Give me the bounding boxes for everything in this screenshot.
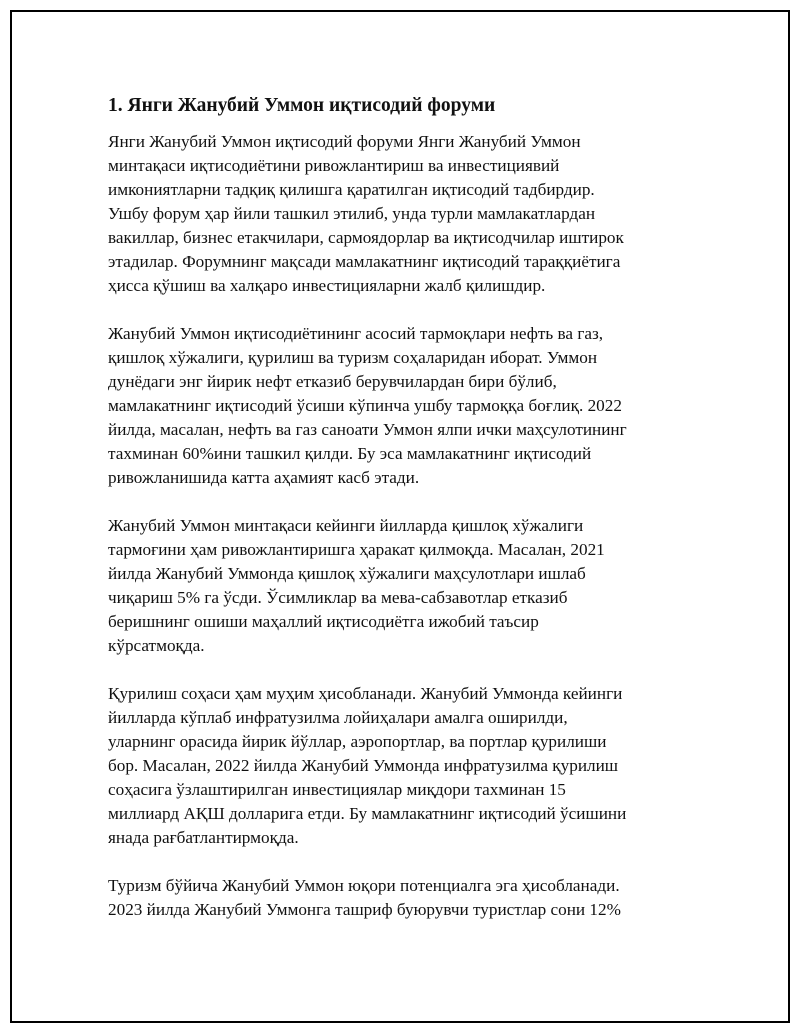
paragraph-line: Жанубий Уммон иқтисодиётининг асосий тармоқлари нефть ва газ, — [108, 324, 604, 343]
paragraph-line: дунёдаги энг йирик нефт етказиб берувчилардан бири бўлиб, — [108, 372, 557, 391]
section-heading: 1. Янги Жанубий Уммон иқтисодий форуми — [108, 95, 496, 116]
paragraph-line: имкониятларни тадқиқ қилишга қаратилган иқтисодий тадбирдир. — [108, 180, 595, 199]
paragraph-line: йилда, масалан, нефть ва газ саноати Уммон ялпи ички маҳсулотининг — [108, 420, 627, 439]
paragraph-line: Ушбу форум ҳар йили ташкил этилиб, унда турли мамлакатлардан — [108, 204, 596, 223]
paragraph-line: мамлакатнинг иқтисодий ўсиши кўпинча ушбу тармоққа боғлиқ. 2022 — [108, 396, 622, 415]
paragraph — [108, 874, 678, 922]
paragraph-line: миллиард АҚШ долларига етди. Бу мамлакатнинг иқтисодий ўсишини — [108, 804, 627, 823]
paragraph-line: тахминан 60%ини ташкил қилди. Бу эса мамлакатнинг иқтисодий — [108, 444, 592, 463]
paragraph-line: бор. Масалан, 2022 йилда Жанубий Уммонда инфратузилма қурилиш — [108, 756, 619, 775]
paragraph-line: уларнинг орасида йирик йўллар, аэропортлар, ва портлар қурилиши — [108, 732, 607, 751]
paragraph-line: Жанубий Уммон минтақаси кейинги йилларда қишлоқ хўжалиги — [108, 516, 584, 535]
paragraph-line: 2023 йилда Жанубий Уммонга ташриф буюрувчи туристлар сони 12% — [108, 900, 621, 919]
paragraph-line: Янги Жанубий Уммон иқтисодий форуми Янги Жанубий Уммон — [108, 132, 581, 151]
paragraph-line: соҳасига ўзлаштирилган инвестициялар миқдори тахминан 15 — [108, 780, 566, 799]
paragraph-line: қишлоқ хўжалиги, қурилиш ва туризм соҳаларидан иборат. Уммон — [108, 348, 598, 367]
paragraph-list — [108, 130, 678, 922]
paragraph-line: янада рағбатлантирмоқда. — [108, 828, 299, 847]
paragraph-line: вакиллар, бизнес етакчилари, сармоядорлар ва иқтисодчилар иштирок — [108, 228, 624, 247]
paragraph-line: минтақаси иқтисодиётини ривожлантириш ва инвестициявий — [108, 156, 560, 175]
paragraph — [108, 322, 678, 490]
paragraph — [108, 514, 678, 658]
document-body — [108, 94, 678, 946]
paragraph-line: Туризм бўйича Жанубий Уммон юқори потенциалга эга ҳисобланади. — [108, 876, 620, 895]
paragraph-line: Қурилиш соҳаси ҳам муҳим ҳисобланади. Жанубий Уммонда кейинги — [108, 684, 623, 703]
paragraph-line: ривожланишида катта аҳамият касб этади. — [108, 468, 420, 487]
paragraph-line: ҳисса қўшиш ва халқаро инвестицияларни жалб қилишдир. — [108, 276, 546, 295]
paragraph-line: тармоғини ҳам ривожлантиришга ҳаракат қилмоқда. Масалан, 2021 — [108, 540, 605, 559]
paragraph — [108, 682, 678, 850]
paragraph-line: йилларда кўплаб инфратузилма лойиҳалари амалга оширилди, — [108, 708, 568, 727]
paragraph — [108, 130, 678, 298]
paragraph-line: чиқариш 5% га ўсди. Ўсимликлар ва мева-сабзавотлар етказиб — [108, 588, 568, 607]
paragraph-line: йилда Жанубий Уммонда қишлоқ хўжалиги маҳсулотлари ишлаб — [108, 564, 586, 583]
paragraph-line: этадилар. Форумнинг мақсади мамлакатнинг иқтисодий тараққиётига — [108, 252, 621, 271]
paragraph-line: беришнинг ошиши маҳаллий иқтисодиётга ижобий таъсир — [108, 612, 539, 631]
paragraph-line: кўрсатмоқда. — [108, 636, 205, 655]
